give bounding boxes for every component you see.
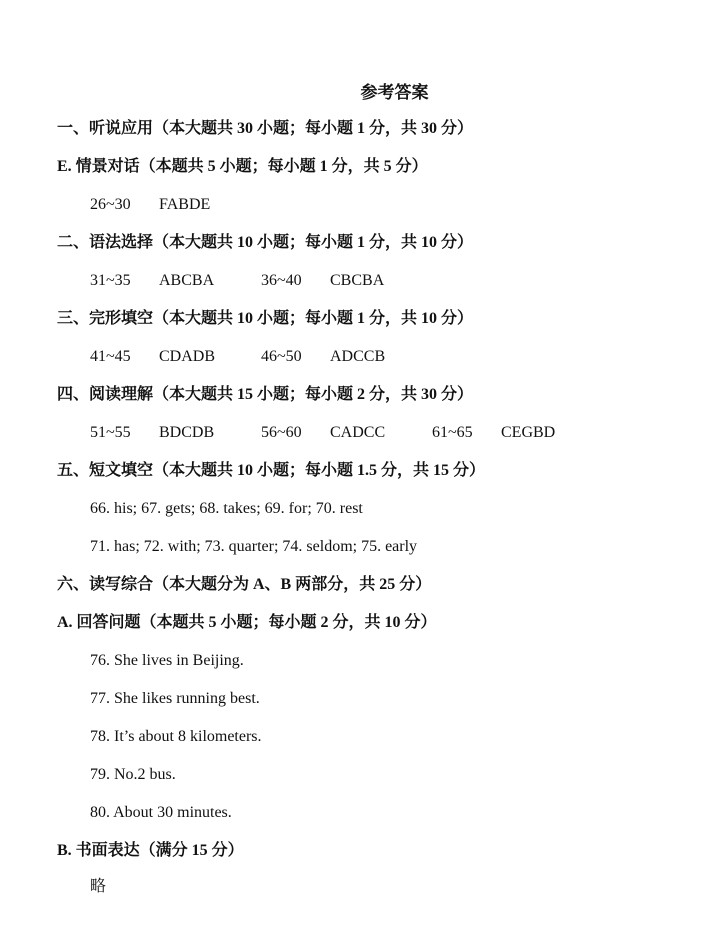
answer-text: 略 [90, 878, 107, 895]
section-heading-grammar: 二、语法选择（本大题共 10 小题；每小题 1 分，共 10 分） [57, 234, 474, 251]
answer-letters: CDADB [159, 348, 216, 365]
answer-pair [261, 345, 432, 369]
question-range: 46~50 [261, 348, 302, 365]
section-heading-fill-in: 五、短文填空（本大题共 10 小题；每小题 1.5 分，共 15 分） [57, 462, 486, 479]
answer-letters: FABDE [159, 196, 211, 213]
section-heading-dialogue: E. 情景对话（本题共 5 小题；每小题 1 分，共 5 分） [57, 158, 428, 175]
answer-pair [261, 269, 432, 293]
question-range: 36~40 [261, 272, 302, 289]
answer-row [90, 269, 432, 293]
answer-text: 79. No.2 bus. [90, 766, 176, 783]
question-range: 61~65 [432, 424, 473, 441]
answer-letters: CADCC [330, 424, 386, 441]
answer-text: 78. It’s about 8 kilometers. [90, 728, 262, 745]
answer-pair [90, 421, 261, 445]
section-heading-listening: 一、听说应用（本大题共 30 小题；每小题 1 分，共 30 分） [57, 120, 474, 137]
section-heading-answer-questions: A. 回答问题（本题共 5 小题；每小题 2 分，共 10 分） [57, 614, 437, 631]
answer-text: 80. About 30 minutes. [90, 804, 232, 821]
answer-letters: CBCBA [330, 272, 385, 289]
answer-text: 66. his; 67. gets; 68. takes; 69. for; 70. rest [90, 500, 363, 517]
question-range: 31~35 [90, 272, 131, 289]
section-heading-cloze: 三、完形填空（本大题共 10 小题；每小题 1 分，共 10 分） [57, 310, 474, 327]
answer-row [90, 193, 261, 217]
section-heading-reading: 四、阅读理解（本大题共 15 小题；每小题 2 分，共 30 分） [57, 386, 474, 403]
page-title: 参考答案 [360, 83, 429, 102]
answer-letters: ADCCB [330, 348, 386, 365]
answer-letters: ABCBA [159, 272, 215, 289]
section-heading-reading-writing: 六、读写综合（本大题分为 A、B 两部分，共 25 分） [57, 576, 432, 593]
answer-text: 77. She likes running best. [90, 690, 260, 707]
answer-pair [90, 269, 261, 293]
answer-pair [90, 193, 261, 217]
answer-pair [90, 345, 261, 369]
section-heading-writing: B. 书面表达（满分 15 分） [57, 842, 244, 859]
answer-row [90, 345, 432, 369]
answer-row [90, 421, 603, 445]
answer-pair [432, 421, 603, 445]
answer-letters: CEGBD [501, 424, 556, 441]
question-range: 26~30 [90, 196, 131, 213]
answer-text: 71. has; 72. with; 73. quarter; 74. seldom; 75. early [90, 538, 418, 555]
answer-text: 76. She lives in Beijing. [90, 652, 244, 669]
question-range: 51~55 [90, 424, 131, 441]
answer-letters: BDCDB [159, 424, 215, 441]
question-range: 56~60 [261, 424, 302, 441]
answer-pair [261, 421, 432, 445]
question-range: 41~45 [90, 348, 131, 365]
